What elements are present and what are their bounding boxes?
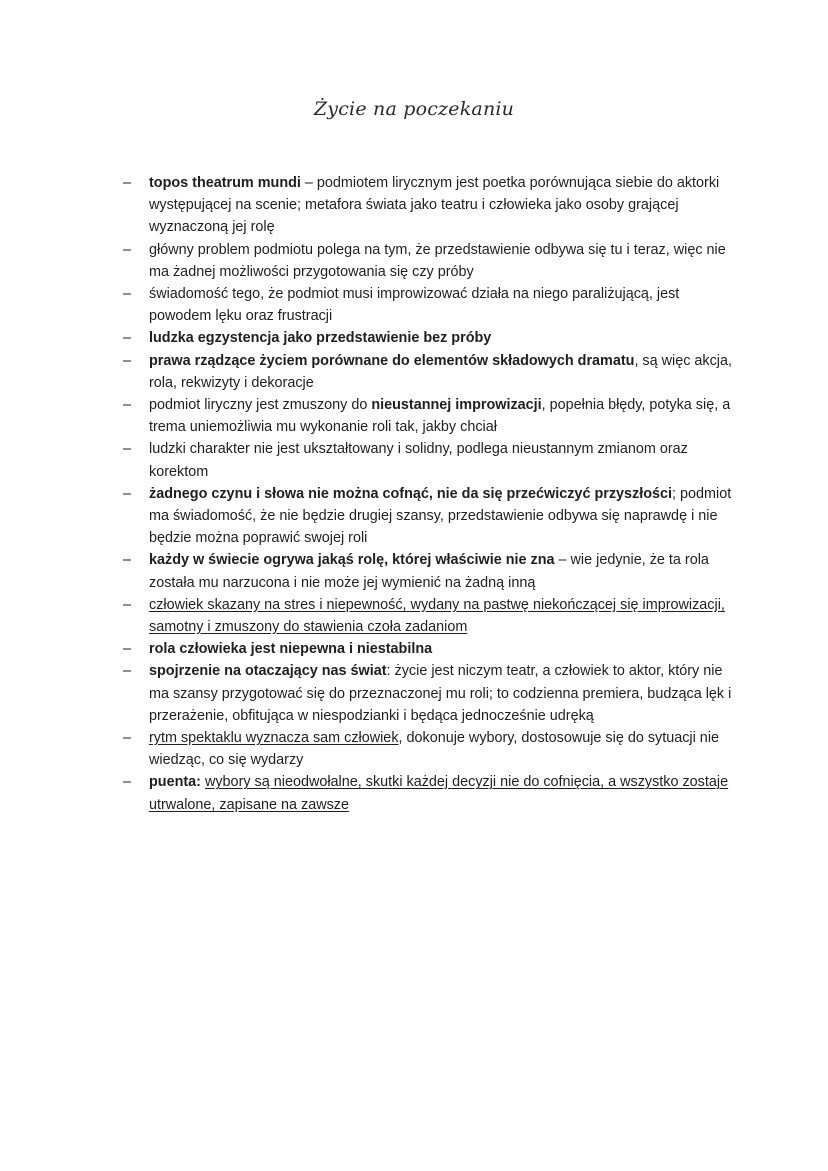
- body-text: ludzki charakter nie jest ukształtowany i solidny, podlega nieustannym zmianom oraz korektom: [149, 441, 688, 480]
- bold-text: spojrzenie na otaczający nas świat: [149, 663, 387, 680]
- dash-marker: –: [123, 663, 132, 680]
- dash-marker: –: [123, 241, 132, 258]
- bold-text: puenta:: [149, 774, 201, 791]
- body-text: , popełnia błędy, potyka się, a trema uniemożliwia mu wykonanie roli tak, jakby chciał: [149, 397, 731, 436]
- dash-marker: –: [123, 730, 132, 747]
- bold-text: nieustannej improwizacji: [371, 397, 542, 414]
- list-item: [123, 438, 743, 482]
- dash-marker: –: [123, 552, 132, 569]
- dash-marker: –: [123, 641, 132, 658]
- dash-marker: –: [123, 485, 132, 502]
- dash-marker: –: [123, 774, 132, 791]
- bold-text: każdy w świecie ogrywa jakąś rolę, której właściwie nie zna: [149, 552, 555, 569]
- underlined-text: wybory są nieodwołalne, skutki każdej decyzji nie do cofnięcia, a wszystko zostaje utrwalone, zapisane na zawsze: [149, 774, 729, 813]
- list-item: [123, 394, 743, 438]
- dash-marker: –: [123, 175, 132, 191]
- body-text: – wie jedynie, że ta rola została mu narzucona i nie może jej wymienić na żadną inną: [149, 552, 709, 591]
- dash-marker: –: [123, 596, 132, 613]
- body-text: ; podmiot ma świadomość, że nie będzie drugiej szansy, przedstawienie odbywa się naprawdę i nie będzie można poprawić swojej roli: [149, 485, 732, 547]
- dash-marker: –: [123, 397, 132, 414]
- list-item: [123, 350, 743, 394]
- list-item: [123, 239, 743, 283]
- list-item: [123, 594, 743, 638]
- bold-text: prawa rządzące życiem porównane do elementów składowych dramatu: [149, 352, 635, 369]
- body-text: świadomość tego, że podmiot musi improwizować działa na niego paraliżującą, jest powodem lęku oraz frustracji: [149, 286, 680, 325]
- dash-marker: –: [123, 286, 132, 303]
- bold-text: rola człowieka jest niepewna i niestabilna: [149, 641, 433, 658]
- underlined-text: człowiek skazany na stres i niepewność, wydany na pastwę niekończącej się improwizacji, samotny i zmuszony do stawienia czoła zadaniom: [149, 596, 725, 636]
- list-item: [123, 283, 743, 327]
- body-text: , dokonuje wybory, dostosowuje się do sytuacji nie wiedząc, co się wydarzy: [149, 730, 720, 769]
- document-title: Życie na poczekaniu: [313, 98, 515, 120]
- dash-marker: –: [123, 330, 132, 347]
- bold-text: ludzka egzystencja jako przedstawienie bez próby: [149, 330, 492, 347]
- bold-text: topos theatrum mundi: [149, 175, 301, 191]
- list-item: [123, 727, 743, 771]
- list-item: [123, 771, 743, 815]
- list-item: [123, 549, 743, 593]
- body-text: podmiot liryczny jest zmuszony do: [149, 397, 372, 414]
- list-item: [123, 172, 743, 239]
- body-text: główny problem podmiotu polega na tym, że przedstawienie odbywa się tu i teraz, więc nie ma żadnej możliwości przygotowania się czy próby: [149, 241, 726, 280]
- body-text: , są więc akcja, rola, rekwizyty i dekoracje: [149, 352, 733, 391]
- body-text: – podmiotem lirycznym jest poetka porównująca siebie do aktorki występującej na scenie; metafora świata jako teatru i człowieka jako osoby grającej wyznaczoną jej rolę: [149, 175, 720, 236]
- underlined-text: rytm spektaklu wyznacza sam człowiek: [149, 730, 399, 747]
- list-item: [123, 483, 743, 550]
- list-item: [123, 327, 743, 349]
- body-text: : życie jest niczym teatr, a człowiek to aktor, który nie ma szansy przygotować się do przeznaczonej mu roli; to codzienna premiera, budząca lęk i przerażenie, obfitująca w niespodzianki i będąca jednocześnie udręką: [149, 663, 732, 724]
- bullet-list: [123, 172, 743, 816]
- dash-marker: –: [123, 441, 132, 458]
- dash-marker: –: [123, 352, 132, 369]
- bold-text: żadnego czynu i słowa nie można cofnąć, nie da się przećwiczyć przyszłości: [149, 485, 673, 502]
- list-item: [123, 638, 743, 660]
- list-item: [123, 660, 743, 727]
